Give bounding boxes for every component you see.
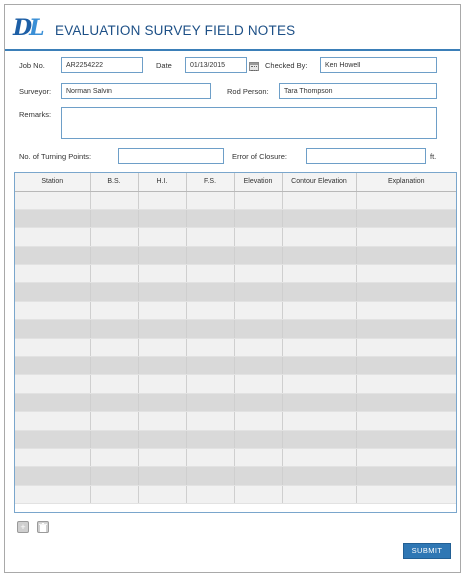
col-contour-elevation[interactable]: Contour Elevation [282, 173, 356, 191]
table-cell[interactable] [356, 191, 456, 209]
table-cell[interactable] [282, 228, 356, 246]
table-cell[interactable] [234, 467, 282, 485]
date-label: Date [156, 61, 172, 70]
table-cell[interactable] [234, 338, 282, 356]
table-cell[interactable] [138, 375, 186, 393]
table-cell[interactable] [234, 209, 282, 227]
table-cell[interactable] [356, 320, 456, 338]
table-cell[interactable] [138, 191, 186, 209]
table-cell[interactable] [356, 283, 456, 301]
table-cell[interactable] [234, 357, 282, 375]
table-cell[interactable] [15, 393, 90, 411]
table-cell[interactable] [186, 320, 234, 338]
table-cell[interactable] [15, 467, 90, 485]
remarks-textarea[interactable] [61, 107, 437, 139]
dl-logo: DL [13, 15, 42, 41]
rod-person-label: Rod Person: [227, 87, 269, 96]
table-cell[interactable] [138, 209, 186, 227]
table-row [15, 283, 456, 301]
table-cell[interactable] [90, 301, 138, 319]
table-cell[interactable] [282, 448, 356, 466]
table-cell[interactable] [186, 485, 234, 503]
table-cell[interactable] [138, 283, 186, 301]
col-explanation[interactable]: Explanation [356, 173, 456, 191]
table-cell[interactable] [234, 430, 282, 448]
table-cell[interactable] [356, 467, 456, 485]
table-cell[interactable] [90, 265, 138, 283]
table-row [15, 357, 456, 375]
table-cell[interactable] [90, 412, 138, 430]
turning-points-label: No. of Turning Points: [19, 152, 92, 161]
table-cell[interactable] [90, 246, 138, 264]
table-cell[interactable] [234, 265, 282, 283]
table-cell[interactable] [90, 393, 138, 411]
table-cell[interactable] [138, 485, 186, 503]
table-cell[interactable] [356, 301, 456, 319]
table-cell[interactable] [90, 191, 138, 209]
table-cell[interactable] [186, 191, 234, 209]
table-cell[interactable] [282, 357, 356, 375]
table-cell[interactable] [186, 393, 234, 411]
table-cell[interactable] [282, 338, 356, 356]
table-cell[interactable] [356, 265, 456, 283]
table-row [15, 246, 456, 264]
table-row [15, 393, 456, 411]
table-cell[interactable] [138, 338, 186, 356]
table-cell[interactable] [234, 412, 282, 430]
job-no-input[interactable] [61, 57, 143, 73]
table-row [15, 320, 456, 338]
table-row [15, 265, 456, 283]
table-cell[interactable] [186, 375, 234, 393]
table-cell[interactable] [282, 265, 356, 283]
turning-points-input[interactable] [118, 148, 224, 164]
table-cell[interactable] [15, 283, 90, 301]
table-cell[interactable] [138, 412, 186, 430]
submit-button[interactable]: SUBMIT [403, 543, 451, 559]
page-title: EVALUATION SURVEY FIELD NOTES [55, 23, 296, 38]
table-cell[interactable] [90, 228, 138, 246]
table-cell[interactable] [186, 430, 234, 448]
table-cell[interactable] [234, 283, 282, 301]
checked-by-label: Checked By: [265, 61, 308, 70]
table-cell[interactable] [90, 283, 138, 301]
table-cell[interactable] [15, 357, 90, 375]
table-cell[interactable] [138, 320, 186, 338]
col-fs[interactable]: F.S. [186, 173, 234, 191]
table-row [15, 228, 456, 246]
table-cell[interactable] [15, 265, 90, 283]
table-cell[interactable] [138, 357, 186, 375]
table-row [15, 412, 456, 430]
table-cell[interactable] [282, 412, 356, 430]
table-cell[interactable] [356, 246, 456, 264]
table-cell[interactable] [15, 338, 90, 356]
form-frame [4, 4, 461, 573]
table-cell[interactable] [282, 467, 356, 485]
grid-header-row [15, 173, 456, 191]
table-cell[interactable] [138, 467, 186, 485]
table-cell[interactable] [90, 485, 138, 503]
trash-icon [39, 523, 47, 532]
table-cell[interactable] [234, 393, 282, 411]
table-cell[interactable] [15, 191, 90, 209]
table-cell[interactable] [15, 209, 90, 227]
table-cell[interactable] [186, 412, 234, 430]
table-cell[interactable] [138, 301, 186, 319]
table-cell[interactable] [186, 228, 234, 246]
error-of-closure-input[interactable] [306, 148, 426, 164]
table-cell[interactable] [356, 375, 456, 393]
table-cell[interactable] [90, 357, 138, 375]
table-cell[interactable] [234, 320, 282, 338]
table-cell[interactable] [90, 375, 138, 393]
table-cell[interactable] [186, 467, 234, 485]
checked-by-input[interactable] [320, 57, 437, 73]
table-cell[interactable] [356, 228, 456, 246]
table-cell[interactable] [234, 191, 282, 209]
col-hi[interactable]: H.I. [138, 173, 186, 191]
table-row [15, 209, 456, 227]
table-cell[interactable] [356, 430, 456, 448]
table-cell[interactable] [282, 430, 356, 448]
table-cell[interactable] [138, 246, 186, 264]
table-cell[interactable] [15, 320, 90, 338]
header [5, 5, 460, 51]
table-row [15, 301, 456, 319]
table-cell[interactable] [234, 375, 282, 393]
table-cell[interactable] [90, 338, 138, 356]
delete-row-button[interactable] [37, 521, 49, 533]
surveyor-input[interactable] [61, 83, 211, 99]
survey-data-grid [14, 172, 457, 513]
table-row [15, 338, 456, 356]
date-input[interactable] [185, 57, 247, 73]
table-cell[interactable] [186, 246, 234, 264]
table-cell[interactable] [234, 448, 282, 466]
table-cell[interactable] [186, 338, 234, 356]
table-cell[interactable] [234, 228, 282, 246]
table-cell[interactable] [138, 430, 186, 448]
table-cell[interactable] [15, 485, 90, 503]
table-cell[interactable] [138, 228, 186, 246]
table-cell[interactable] [15, 430, 90, 448]
table-cell[interactable] [356, 357, 456, 375]
table-cell[interactable] [282, 301, 356, 319]
table-row [15, 430, 456, 448]
table-cell[interactable] [15, 412, 90, 430]
table-cell[interactable] [234, 485, 282, 503]
table-cell[interactable] [356, 485, 456, 503]
table-cell[interactable] [90, 209, 138, 227]
table-cell[interactable] [15, 228, 90, 246]
table-cell[interactable] [186, 448, 234, 466]
ft-unit-label: ft. [430, 152, 437, 161]
surveyor-label: Surveyor: [19, 87, 52, 96]
table-cell[interactable] [15, 301, 90, 319]
rod-person-input[interactable] [279, 83, 437, 99]
error-of-closure-label: Error of Closure: [232, 152, 288, 161]
table-cell[interactable] [282, 320, 356, 338]
table-cell[interactable] [234, 301, 282, 319]
table-cell[interactable] [282, 375, 356, 393]
table-row [15, 375, 456, 393]
table-cell[interactable] [15, 375, 90, 393]
col-bs[interactable]: B.S. [90, 173, 138, 191]
table-cell[interactable] [282, 209, 356, 227]
table-cell[interactable] [138, 393, 186, 411]
table-cell[interactable] [186, 209, 234, 227]
col-station[interactable]: Station [15, 173, 90, 191]
table-cell[interactable] [356, 448, 456, 466]
add-row-button[interactable]: + [17, 521, 29, 533]
table-cell[interactable] [282, 393, 356, 411]
col-elevation[interactable]: Elevation [234, 173, 282, 191]
table-cell[interactable] [90, 467, 138, 485]
table-cell[interactable] [15, 448, 90, 466]
table-row [15, 485, 456, 503]
table-cell[interactable] [356, 338, 456, 356]
table-cell[interactable] [282, 283, 356, 301]
remarks-label: Remarks: [19, 110, 52, 119]
table-cell[interactable] [356, 412, 456, 430]
table-cell[interactable] [186, 357, 234, 375]
table-cell[interactable] [15, 246, 90, 264]
table-cell[interactable] [282, 485, 356, 503]
table-cell[interactable] [282, 246, 356, 264]
table-cell[interactable] [138, 448, 186, 466]
table-cell[interactable] [356, 209, 456, 227]
table-row [15, 467, 456, 485]
table-row [15, 191, 456, 209]
table-cell[interactable] [90, 320, 138, 338]
table-cell[interactable] [234, 246, 282, 264]
table-cell[interactable] [138, 265, 186, 283]
table-row [15, 448, 456, 466]
table-cell[interactable] [90, 430, 138, 448]
table-cell[interactable] [186, 301, 234, 319]
table-cell[interactable] [356, 393, 456, 411]
table-cell[interactable] [282, 191, 356, 209]
table-cell[interactable] [90, 448, 138, 466]
calendar-icon[interactable] [249, 62, 259, 71]
table-cell[interactable] [186, 283, 234, 301]
table-cell[interactable] [186, 265, 234, 283]
job-no-label: Job No. [19, 61, 45, 70]
